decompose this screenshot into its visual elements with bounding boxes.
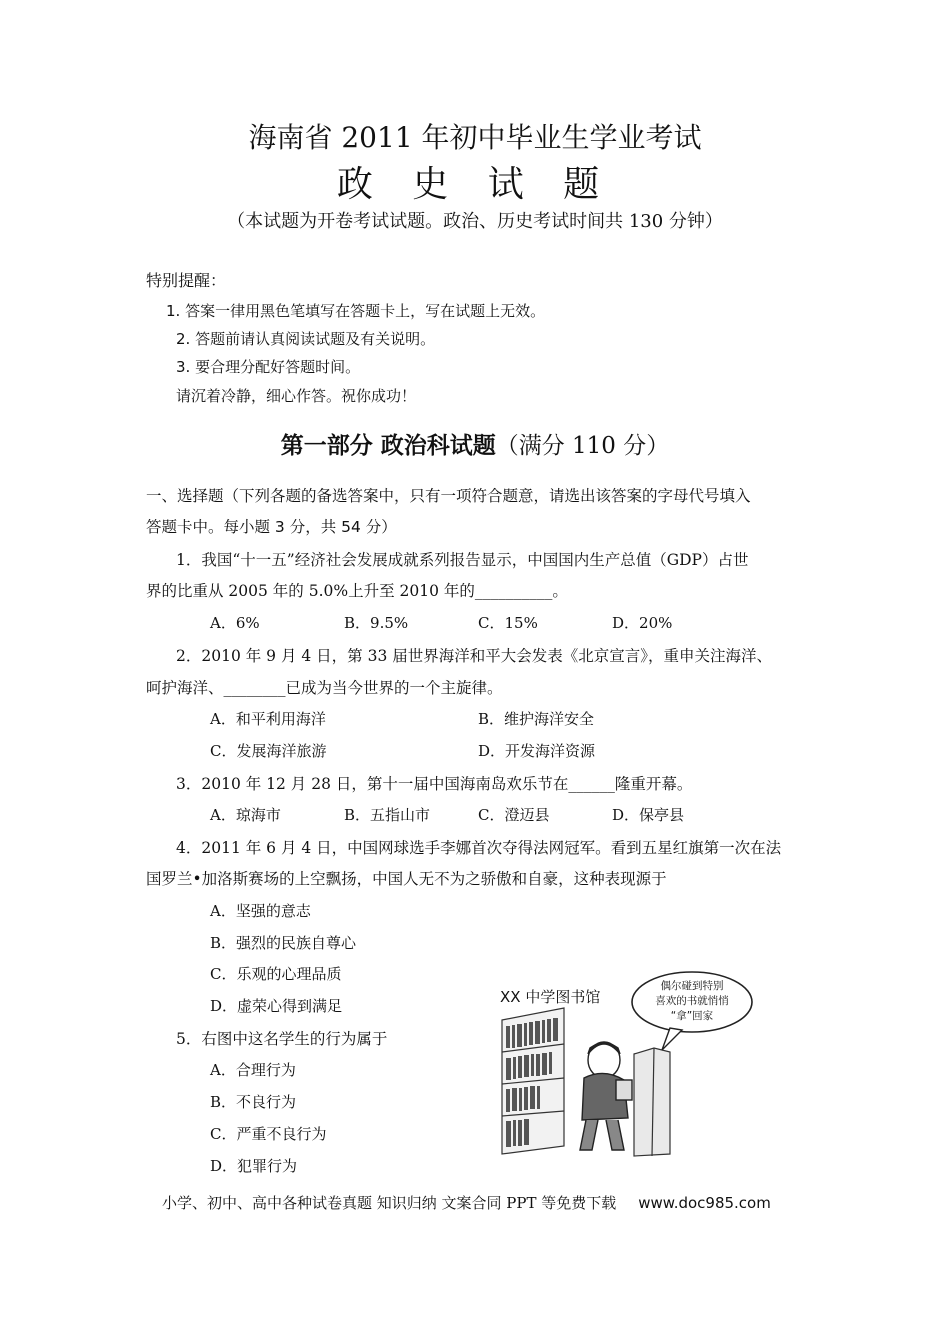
question-4-option-c: C．乐观的心理品质 — [210, 965, 342, 983]
reminder-closing: 请沉着冷静，细心作答。祝你成功！ — [176, 387, 417, 405]
bubble-line: 喜欢的书就悄悄 — [655, 995, 729, 1007]
question-3-option-a: A．琼海市 — [210, 806, 281, 824]
part-title — [0, 427, 950, 460]
question-2-stem: 2．2010 年 9 月 4 日，第 33 届世界海洋和平大会发表《北京宣言》，重申关注海洋、 — [176, 647, 772, 665]
question-4-option-b: B．强烈的民族自尊心 — [210, 934, 357, 952]
reminder-item: 3. 要合理分配好答题时间。 — [176, 358, 361, 376]
question-4-option-d: D．虚荣心得到满足 — [210, 997, 343, 1015]
section-instruction: 答题卡中。每小题 3 分，共 54 分） — [146, 518, 397, 536]
exam-title: 海南省 2011 年初中毕业生学业考试 — [248, 121, 702, 154]
question-1-option-a: A．6% — [210, 614, 260, 632]
question-2-option-b: B．维护海洋安全 — [478, 710, 595, 728]
question-1-stem: 界的比重从 2005 年的 5.0%上升至 2010 年的__________。 — [146, 582, 568, 600]
bubble-line: 偶尔碰到特别 — [660, 980, 724, 992]
question-1-stem: 1．我国“十一五”经济社会发展成就系列报告显示，中国国内生产总值（GDP）占世 — [176, 551, 749, 569]
question-2-option-a: A．和平利用海洋 — [210, 710, 326, 728]
reminder-item: 2. 答题前请认真阅读试题及有关说明。 — [176, 330, 436, 348]
library-cartoon-drawing — [494, 968, 774, 1158]
question-5-option-d: D．犯罪行为 — [210, 1157, 298, 1175]
footer-url[interactable]: www.doc985.com — [638, 1194, 771, 1212]
part-score: （满分 110 分） — [495, 433, 670, 459]
reminder-item: 1. 答案一律用黑色笔填写在答题卡上，写在试题上无效。 — [166, 302, 546, 320]
part-title-main: 第一部分 政治科试题 — [280, 432, 496, 459]
exam-note: （本试题为开卷考试试题。政治、历史考试时间共 130 分钟） — [227, 211, 723, 232]
library-sign: XX 中学图书馆 — [500, 988, 601, 1006]
question-3-option-c: C．澄迈县 — [478, 806, 550, 824]
question-4-stem: 4．2011 年 6 月 4 日，中国网球选手李娜首次夺得法网冠军。看到五星红旗第一次在法 — [176, 839, 782, 857]
question-3-option-b: B．五指山市 — [344, 806, 431, 824]
question-1-option-b: B．9.5% — [344, 614, 409, 632]
question-5-stem: 5．右图中这名学生的行为属于 — [176, 1030, 388, 1048]
library-cartoon — [494, 968, 774, 1158]
question-3-option-d: D．保亭县 — [612, 806, 685, 824]
question-5-option-c: C．严重不良行为 — [210, 1125, 327, 1143]
section-instruction: 一、选择题（下列各题的备选答案中，只有一项符合题意，请选出该答案的字母代号填入 — [146, 487, 751, 505]
question-2-option-c: C．发展海洋旅游 — [210, 742, 327, 760]
question-3-stem: 3．2010 年 12 月 28 日，第十一届中国海南岛欢乐节在______隆重开幕。 — [176, 775, 693, 793]
exam-subtitle: 政 史 试 题 — [336, 164, 614, 205]
reminder-heading: 特别提醒： — [146, 271, 227, 290]
bubble-line: “拿”回家 — [670, 1010, 714, 1022]
question-1-option-c: C．15% — [478, 614, 538, 632]
page-footer — [162, 1192, 771, 1213]
question-2-stem: 呵护海洋、________已成为当今世界的一个主旋律。 — [146, 679, 503, 697]
footer-text: 小学、初中、高中各种试卷真题 知识归纳 文案合同 PPT 等免费下载 — [162, 1194, 617, 1212]
question-4-stem: 国罗兰•加洛斯赛场的上空飘扬，中国人无不为之骄傲和自豪，这种表现源于 — [146, 870, 667, 888]
question-5-option-a: A．合理行为 — [210, 1061, 296, 1079]
question-4-option-a: A．坚强的意志 — [210, 902, 311, 920]
question-1-option-d: D．20% — [612, 614, 673, 632]
question-2-option-d: D．开发海洋资源 — [478, 742, 596, 760]
question-5-option-b: B．不良行为 — [210, 1093, 297, 1111]
